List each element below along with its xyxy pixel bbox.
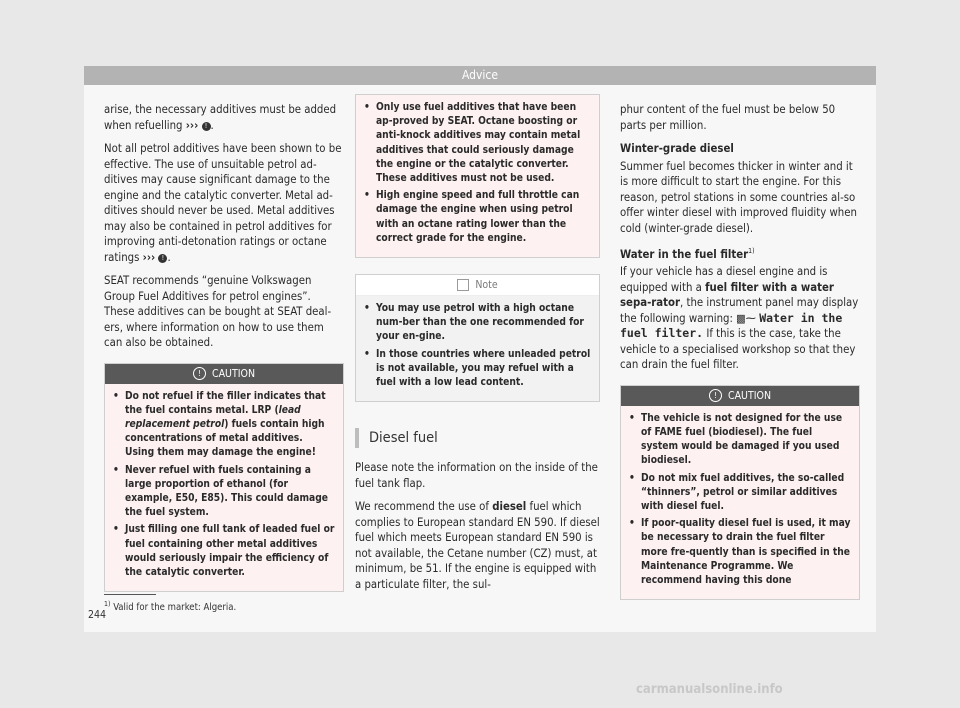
manual-page bbox=[84, 66, 876, 632]
watermark: carmanualsonline.info bbox=[636, 682, 783, 697]
subheading: Winter-grade diesel bbox=[620, 142, 734, 155]
footnote-divider bbox=[104, 594, 156, 595]
column-1 bbox=[104, 102, 344, 592]
list-item: • In those countries where unleaded petrol is not available, you may refuel with a fuel with a low lead content. bbox=[364, 348, 591, 389]
warning-circle-icon: ! bbox=[202, 122, 211, 131]
note-icon bbox=[457, 279, 469, 291]
paragraph: If your vehicle has a diesel engine and is equipped with a fuel filter with a water sepa-rator, the instrument panel may display the following warning: ▩⁓ Water in the fuel filter. If this is the case, take the vehicle to a specialised workshop so that they can drain the fuel filter. bbox=[620, 265, 859, 372]
list-item: • Never refuel with fuels containing a large proportion of ethanol (for example, E50, E85). This could damage the fuel system. bbox=[113, 464, 328, 519]
note-body bbox=[356, 296, 599, 401]
list-item: • If poor-quality diesel fuel is used, it may be necessary to drain the fuel filter more fre-quently than is specified in the Maintenance Programme. We recommend having this done bbox=[629, 518, 851, 586]
caution-icon: ! bbox=[709, 389, 722, 402]
list-item: • Just filling one full tank of leaded fuel or fuel containing other metal additives would seriously impair the efficiency of the catalytic converter. bbox=[113, 524, 335, 578]
caution-header: ! CAUTION bbox=[105, 364, 343, 384]
list-item: • Do not refuel if the filler indicates that the fuel contains metal. LRP (lead replacement petrol) fuels contain high concentrations of metal additives. Using them may damage the engine! bbox=[113, 390, 326, 459]
list-item: • High engine speed and full throttle can damage the engine when using petrol with an octane rating lower than the correct grade for the engine. bbox=[364, 190, 580, 244]
paragraph: Please note the information on the inside of the fuel tank flap. bbox=[355, 461, 598, 490]
list-item: • Only use fuel additives that have been ap-proved by SEAT. Octane boosting or anti-knock additives may contain metal additives that could seriously damage the engine or the catalytic converter. These additives must not be used. bbox=[364, 102, 581, 185]
paragraph: arise, the necessary additives must be added when refuelling ››› ! . bbox=[104, 103, 337, 132]
paragraph: phur content of the fuel must be below 50 parts per million. bbox=[620, 103, 836, 132]
page-header: Advice bbox=[84, 66, 876, 85]
subheading: Water in the fuel filter$^{1)}$ bbox=[620, 247, 755, 261]
caution-box bbox=[104, 363, 344, 593]
list-item: • You may use petrol with a high octane num-ber than the one recommended for your en-gine. bbox=[364, 303, 584, 343]
caution-header: ! CAUTION bbox=[621, 386, 859, 406]
caution-icon: ! bbox=[193, 367, 206, 380]
note-box bbox=[355, 274, 600, 402]
cross-reference-arrow-icon[interactable]: ››› bbox=[185, 118, 199, 132]
paragraph: We recommend the use of diesel fuel which complies to European standard EN 590. If diesel fuel which meets European standard EN 590 is not available, the Cetane number (CZ) must, at minimum, be 51. If the engine is equipped with a particulate filter, the sul- bbox=[355, 500, 600, 591]
caution-body bbox=[356, 95, 599, 257]
column-2 bbox=[355, 102, 600, 600]
caution-body bbox=[105, 384, 343, 592]
list-item: • Do not mix fuel additives, the so-called “thinners”, petrol or similar additives with diesel fuel. bbox=[629, 472, 845, 512]
section-marker bbox=[355, 428, 359, 448]
paragraph: Not all petrol additives have been shown to be effective. The use of unsuitable petrol ad-ditives may cause significant damage to the engine and the catalytic converter. Metal ad-ditives should never be used. Metal additives may also be contained in petrol additives for improving anti-detonation ratings or octane ratings ››› ! . bbox=[104, 142, 342, 264]
paragraph: SEAT recommends “genuine Volkswagen Group Fuel Additives for petrol engines”. These additives can be bought at SEAT deal-ers, where information on how to use them can also be obtained. bbox=[104, 274, 332, 349]
list-item: • The vehicle is not designed for the use of FAME fuel (biodiesel). The fuel system would be damaged if you used biodiesel. bbox=[629, 412, 843, 467]
section-title: Diesel fuel bbox=[355, 428, 600, 448]
column-3 bbox=[620, 102, 860, 600]
caution-box bbox=[620, 385, 860, 600]
fuel-filter-warning-icon: ▩⁓ bbox=[736, 311, 756, 325]
note-header: Note bbox=[356, 275, 599, 296]
footnote: $^{1)}$ Valid for the market: Algeria. bbox=[104, 600, 237, 614]
page-number: 244 bbox=[88, 609, 107, 621]
caution-box-continued bbox=[355, 94, 600, 258]
warning-circle-icon: ! bbox=[158, 254, 167, 263]
cross-reference-arrow-icon[interactable]: ››› bbox=[142, 250, 156, 264]
paragraph: Summer fuel becomes thicker in winter and it is more difficult to start the engine. For this reason, petrol stations in some countries al-so offer winter diesel with improved fluidity when cold (winter-grade diesel). bbox=[620, 159, 857, 235]
caution-body bbox=[621, 406, 859, 599]
